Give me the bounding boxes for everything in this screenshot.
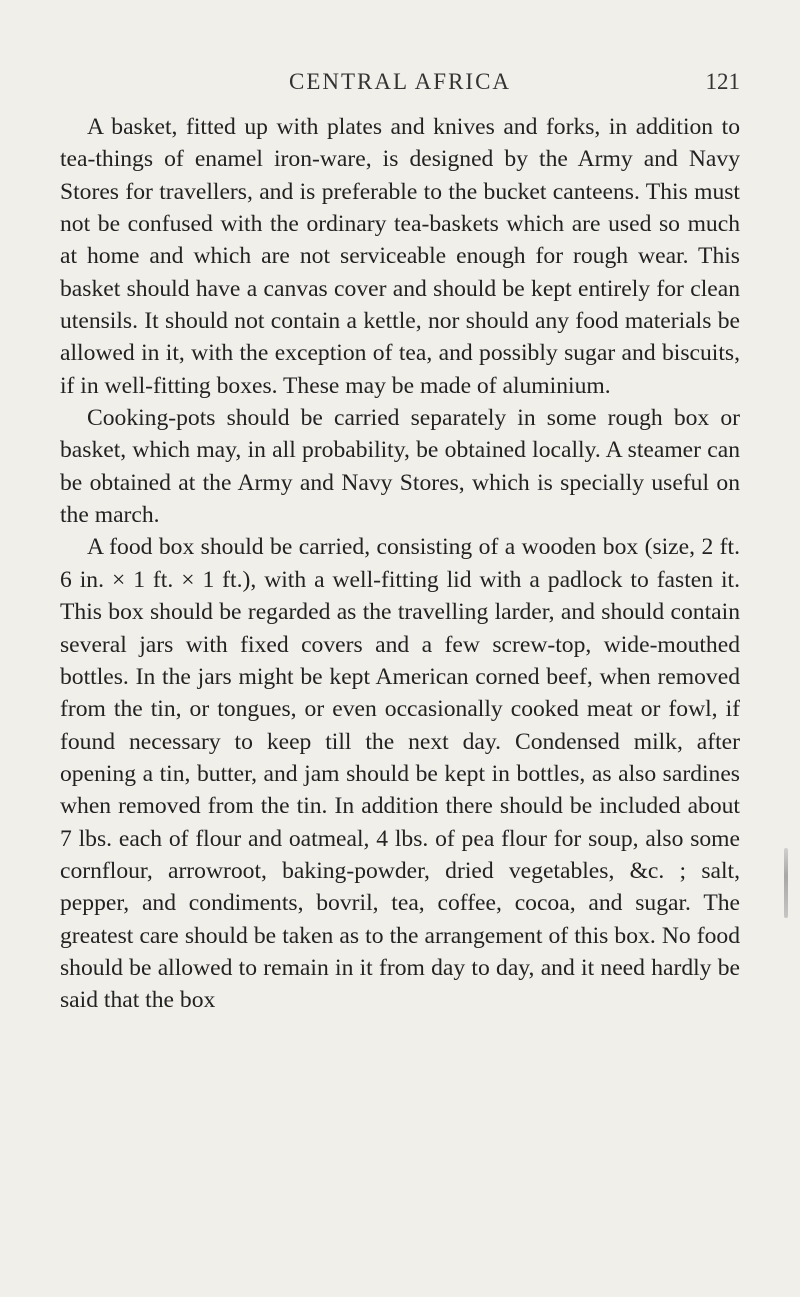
- paragraph-basket: A basket, fitted up with plates and knives and forks, in addition to tea-things of enamel iron-ware, is designed by the Army and Navy Stores for travellers, and is preferable to the bucket canteens. This must not be confused with the ordinary tea-baskets which are used so much at home and which are not serviceable enough for rough wear. This basket should have a canvas cover and should be kept entirely for clean utensils. It should not contain a kettle, nor should any food materials be allowed in it, with the exception of tea, and possibly sugar and biscuits, if in well-fitting boxes. These may be made of aluminium.: [60, 114, 740, 399]
- running-title: CENTRAL AFRICA: [288, 69, 512, 94]
- page-edge-mark: [784, 848, 788, 918]
- body-text: [60, 111, 740, 1017]
- running-head: [60, 62, 740, 102]
- paragraph-cooking-pots: Cooking-pots should be carried separately in some rough box or basket, which may, in all probability, be obtained locally. A steamer can be obtained at the Army and Navy Stores, which is specially useful on the march.: [60, 405, 740, 529]
- paragraph-food-box: A food box should be carried, consisting of a wooden box (size, 2 ft. 6 in. × 1 ft. × 1 ft.), with a well-fitting lid with a padlock to fasten it. This box should be regarded as the travelling larder, and should contain several jars with fixed covers and a few screw-top, wide-mouthed bottles. In the jars might be kept American corned beef, when removed from the tin, or tongues, or even occasionally cooked meat or fowl, if found necessary to keep till the next day. Condensed milk, after opening a tin, butter, and jam should be kept in bottles, as also sardines when removed from the tin. In addition there should be included about 7 lbs. each of flour and oatmeal, 4 lbs. of pea flour for soup, also some cornflour, arrowroot, baking-powder, dried vegetables, &c. ; salt, pepper, and condiments, bovril, tea, coffee, cocoa, and sugar. The greatest care should be taken as to the arrangement of this box. No food should be allowed to remain in it from day to day, and it need hardly be said that the box: [60, 534, 740, 1014]
- page-number: 121: [705, 69, 740, 94]
